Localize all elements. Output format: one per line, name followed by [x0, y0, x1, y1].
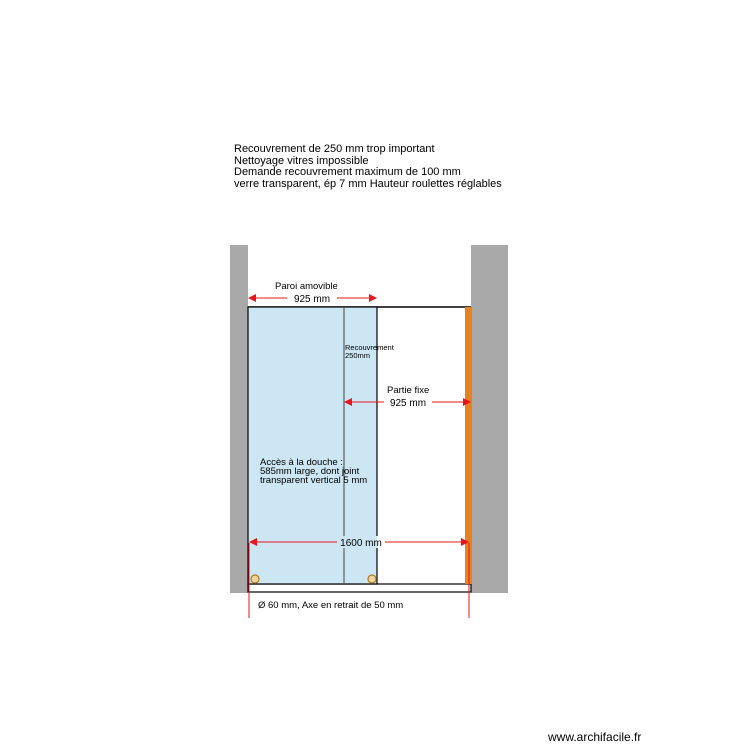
access-note-3: transparent vertical 5 mm: [260, 475, 368, 486]
roller-note: Ø 60 mm, Axe en retrait de 50 mm: [258, 600, 404, 611]
note-line-1: Recouvrement de 250 mm trop important: [234, 143, 435, 155]
dim-fixe-label: 925 mm: [389, 398, 427, 409]
dim-total-label: 1600 mm: [340, 538, 382, 549]
note-line-3: Demande recouvrement maximum de 100 mm: [234, 166, 461, 178]
access-note-2: 585mm large, dont joint: [260, 466, 360, 477]
recouvrement-label: Recouvrement: [345, 343, 394, 352]
recouvrement-value: 250mm: [345, 351, 371, 360]
access-note-1: Accès à la douche :: [260, 457, 343, 468]
note-line-2: Nettoyage vitres impossible: [234, 154, 369, 167]
paroi-amovible-label: Paroi amovible: [275, 281, 338, 292]
left-wall: [230, 245, 248, 593]
bottom-rail: [248, 584, 471, 592]
watermark: www.archifacile.fr: [548, 730, 642, 744]
right-wall: [471, 245, 508, 593]
roller-left: [251, 575, 259, 583]
note-line-4: verre transparent, ép 7 mm Hauteur roulettes réglables: [234, 177, 502, 190]
roller-right: [368, 575, 376, 583]
dim-paroi-label: 925 mm: [293, 294, 331, 305]
partie-fixe-label: Partie fixe: [387, 385, 430, 396]
